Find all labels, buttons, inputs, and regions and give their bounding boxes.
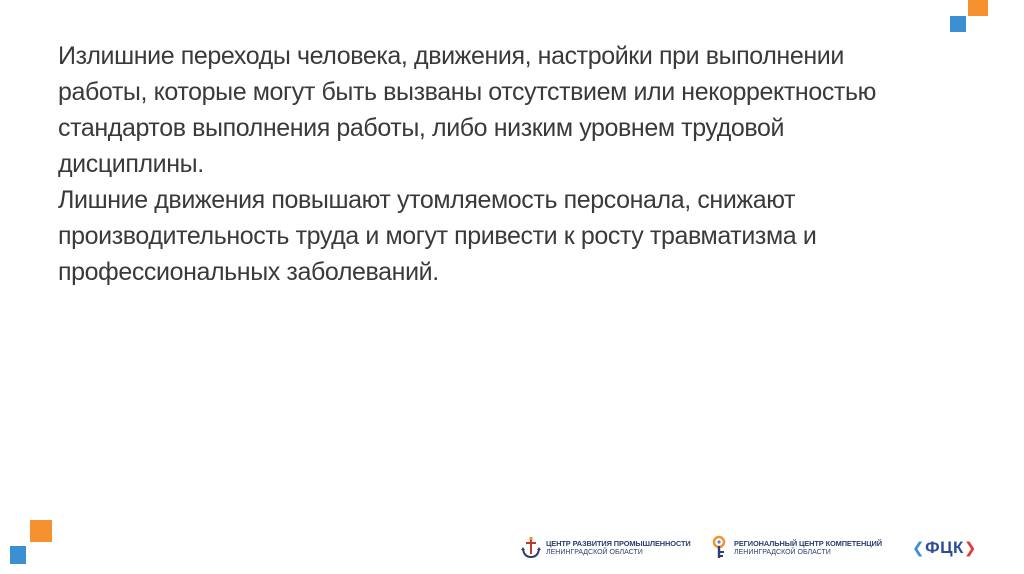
logo-subtitle: ЛЕНИНГРАДСКОЙ ОБЛАСТИ	[734, 549, 831, 556]
decor-square-orange-top	[968, 0, 988, 16]
chevron-right-icon: ❯	[963, 540, 977, 557]
logo-fck	[912, 528, 992, 568]
body-line: производительность труда и могут привести к росту травматизма и	[58, 222, 817, 250]
logo-title: ЦЕНТР РАЗВИТИЯ ПРОМЫШЛЕННОСТИ	[546, 539, 691, 548]
logo-regional-competence-center	[708, 528, 898, 568]
body-line: стандартов выполнения работы, либо низким уровнем трудовой	[58, 114, 785, 142]
decor-square-orange-bottom	[30, 520, 52, 542]
body-line: профессиональных заболеваний.	[58, 258, 439, 286]
logo-title: РЕГИОНАЛЬНЫЙ ЦЕНТР КОМПЕТЕНЦИЙ	[734, 539, 882, 548]
body-line: Излишние переходы человека, движения, настройки при выполнении	[58, 42, 844, 70]
logo-industry-development-center	[520, 528, 700, 568]
anchor-icon	[520, 535, 542, 561]
decor-square-blue-bottom	[10, 546, 26, 564]
body-line: работы, которые могут быть вызваны отсутствием или некорректностью	[58, 78, 876, 106]
logo-subtitle: ЛЕНИНГРАДСКОЙ ОБЛАСТИ	[546, 549, 643, 556]
body-line: Лишние движения повышают утомляемость персонала, снижают	[58, 186, 796, 214]
key-icon	[708, 535, 730, 561]
decor-square-blue-top	[950, 16, 966, 32]
slide-body-text	[58, 38, 958, 290]
chevron-left-icon: ❮	[912, 540, 926, 557]
logo-fck-text: ФЦК	[925, 538, 964, 557]
footer-logos	[520, 528, 1010, 568]
body-line: дисциплины.	[58, 150, 204, 178]
